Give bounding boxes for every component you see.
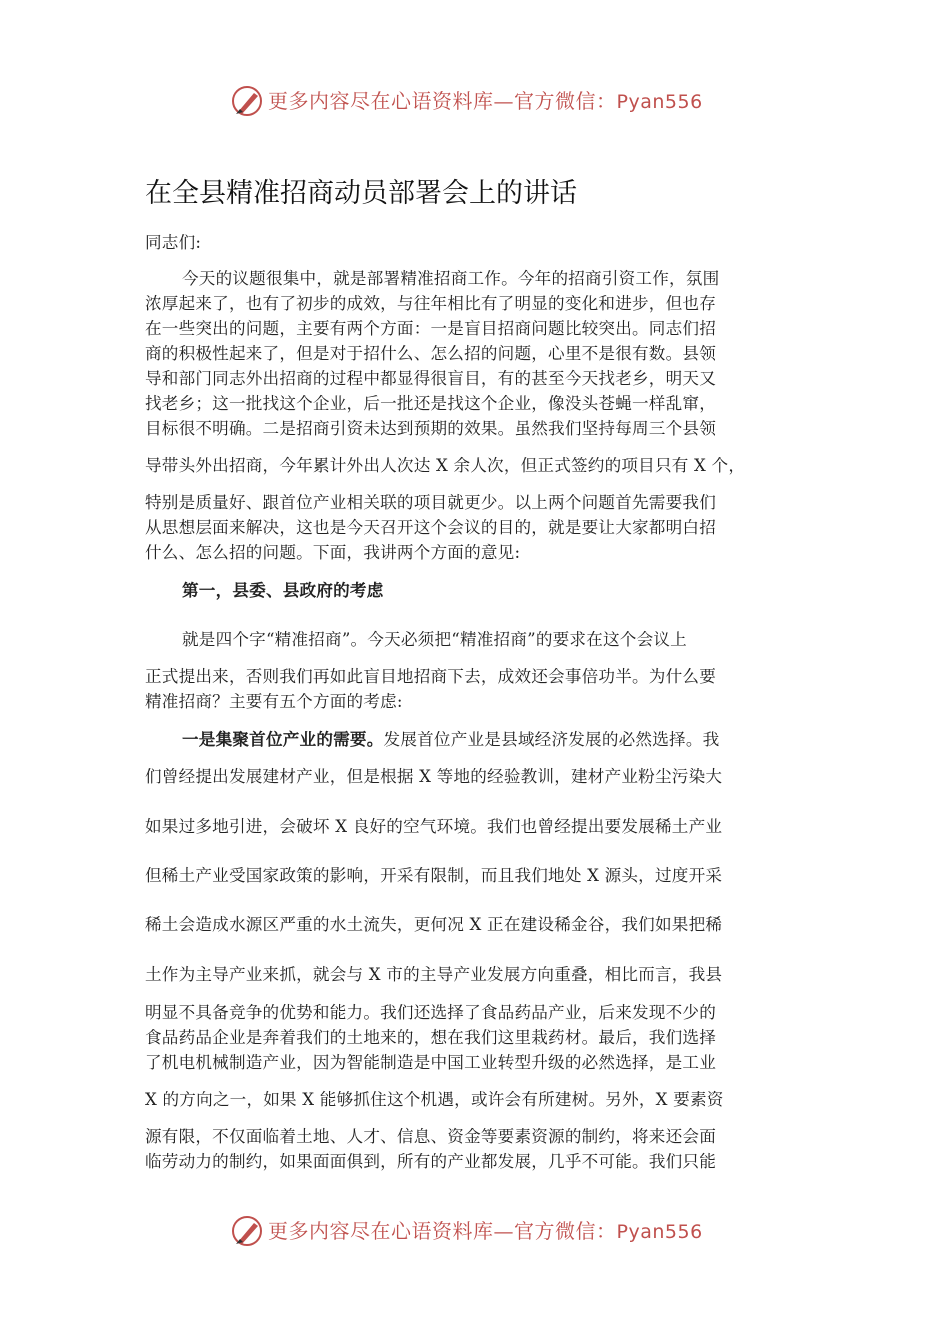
watermark-text: 更多内容尽在心语资料库—官方微信：Pyan556 bbox=[268, 1219, 703, 1243]
paragraph-line: 临劳动力的制约，如果面面俱到，所有的产业都发展，几乎不可能。我们只能 bbox=[145, 1152, 716, 1171]
paragraph-line: 目标很不明确。二是招商引资未达到预期的效果。虽然我们坚持每周三个县领 bbox=[145, 419, 716, 438]
paragraph-line: 土作为主导产业来抓，就会与 X 市的主导产业发展方向重叠，相比而言，我县 bbox=[145, 965, 723, 984]
header-watermark-banner bbox=[0, 80, 950, 120]
paragraph-line: 什么、怎么招的问题。下面，我讲两个方面的意见: bbox=[145, 543, 521, 562]
pen-logo-icon bbox=[230, 84, 264, 118]
paragraph-line: 从思想层面来解决，这也是今天召开这个会议的目的，就是要让大家都明白招 bbox=[145, 518, 716, 537]
paragraph-line: 精准招商？主要有五个方面的考虑: bbox=[145, 692, 403, 711]
paragraph-line: 食品药品企业是奔着我们的土地来的，想在我们这里栽药材。最后，我们选择 bbox=[145, 1028, 716, 1047]
document-title: 在全县精准招商动员部署会上的讲话 bbox=[145, 178, 577, 209]
paragraph-line: 今天的议题很集中，就是部署精准招商工作。今年的招商引资工作，氛围 bbox=[182, 269, 720, 288]
paragraph-line: 们曾经提出发展建材产业，但是根据 X 等地的经验教训，建材产业粉尘污染大 bbox=[145, 767, 723, 786]
paragraph-line: 如果过多地引进，会破坏 X 良好的空气环境。我们也曾经提出要发展稀土产业 bbox=[145, 817, 723, 836]
footer-watermark-banner bbox=[0, 1210, 950, 1250]
paragraph-line: 稀土会造成水源区严重的水土流失，更何况 X 正在建设稀金谷，我们如果把稀 bbox=[145, 915, 723, 934]
point-lead: 一是集聚首位产业的需要。 bbox=[182, 730, 384, 749]
paragraph-line: 但稀土产业受国家政策的影响，开采有限制，而且我们地处 X 源头，过度开采 bbox=[145, 866, 723, 885]
paragraph-line: 一是集聚首位产业的需要。发展首位产业是县域经济发展的必然选择。我 bbox=[182, 730, 720, 749]
paragraph-line: 导和部门同志外出招商的过程中都显得很盲目，有的甚至今天找老乡，明天又 bbox=[145, 369, 716, 388]
watermark-text: 更多内容尽在心语资料库—官方微信：Pyan556 bbox=[268, 89, 703, 113]
paragraph-line: 浓厚起来了，也有了初步的成效，与往年相比有了明显的变化和进步，但也存 bbox=[145, 294, 716, 313]
paragraph-line: 就是四个字“精准招商”。今天必须把“精准招商”的要求在这个会议上 bbox=[182, 630, 687, 649]
paragraph-line: 了机电机械制造产业，因为智能制造是中国工业转型升级的必然选择，是工业 bbox=[145, 1053, 716, 1072]
pen-logo-icon bbox=[230, 1214, 264, 1248]
paragraph-line: X 的方向之一，如果 X 能够抓住这个机遇，或许会有所建树。另外，X 要素资 bbox=[145, 1090, 724, 1109]
section-heading: 第一，县委、县政府的考虑 bbox=[182, 581, 384, 600]
paragraph-line: 特别是质量好、跟首位产业相关联的项目就更少。以上两个问题首先需要我们 bbox=[145, 493, 716, 512]
paragraph-line: 明显不具备竞争的优势和能力。我们还选择了食品药品产业，后来发现不少的 bbox=[145, 1003, 716, 1022]
greeting: 同志们: bbox=[145, 233, 202, 252]
paragraph-line: 商的积极性起来了，但是对于招什么、怎么招的问题，心里不是很有数。县领 bbox=[145, 344, 716, 363]
paragraph-line: 找老乡；这一批找这个企业，后一批还是找这个企业，像没头苍蝇一样乱窜， bbox=[145, 394, 716, 413]
paragraph-line: 在一些突出的问题，主要有两个方面：一是盲目招商问题比较突出。同志们招 bbox=[145, 319, 716, 338]
paragraph-line: 源有限，不仅面临着土地、人才、信息、资金等要素资源的制约，将来还会面 bbox=[145, 1127, 716, 1146]
paragraph-line: 正式提出来，否则我们再如此盲目地招商下去，成效还会事倍功半。为什么要 bbox=[145, 667, 716, 686]
paragraph-line: 导带头外出招商，今年累计外出人次达 X 余人次，但正式签约的项目只有 X 个， bbox=[145, 456, 746, 475]
